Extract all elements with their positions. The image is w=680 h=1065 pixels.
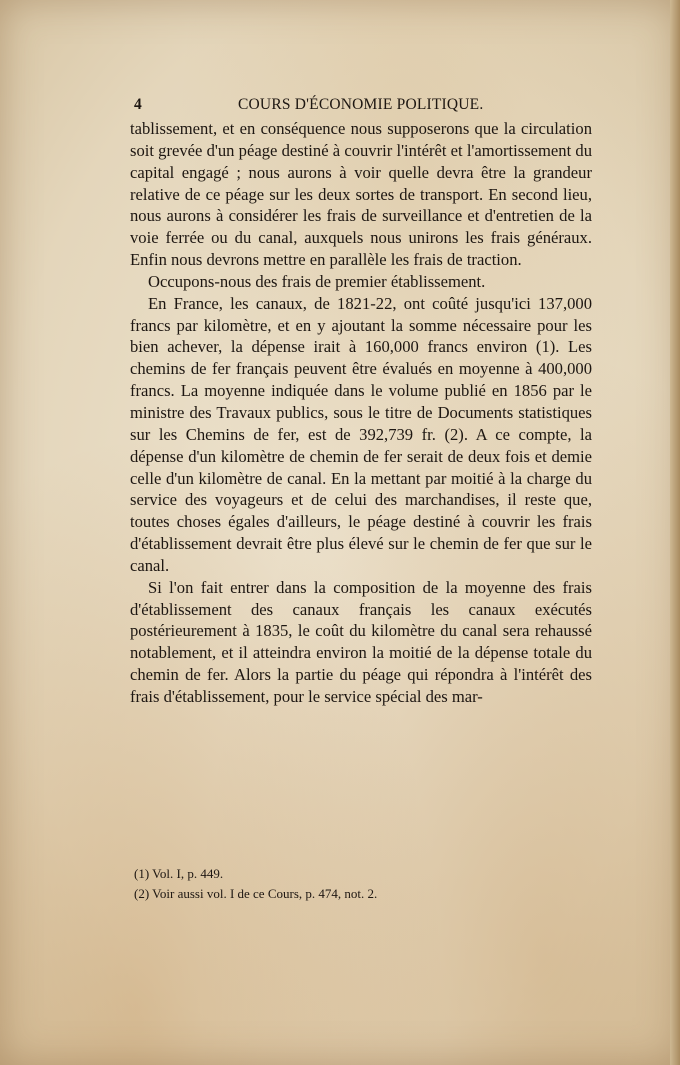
paragraph-4: Si l'on fait entrer dans la composition de la moyenne des frais d'établissement des canaux français les canaux exécutés postérieurement à 1835, le coût du kilomètre du canal sera rehaussé notablement, et il atteindra environ la moitié de la dépense totale du chemin de fer. Alors la partie du péage qui répondra à l'intérêt des frais d'établissement, pour le service spécial des mar- — [130, 577, 592, 706]
page-edge — [670, 0, 680, 1065]
footnote-1: (1) Vol. I, p. 449. — [134, 866, 224, 881]
running-header — [132, 96, 592, 118]
paragraph-1: tablissement, et en conséquence nous supposerons que la circulation soit grevée d'un péage destiné à couvrir l'intérêt et l'amortissement du capital engagé ; nous aurons à voir quelle devra être la grandeur relative de ce péage sur les deux sortes de transport. En second lieu, nous aurons à considérer les frais de surveillance et d'entretien de la voie ferrée ou du canal, auxquels nous unirons les frais généraux. Enfin nous devrons mettre en parallèle les frais de traction. — [130, 119, 592, 270]
footnote-2: (2) Voir aussi vol. I de ce Cours, p. 474, not. 2. — [134, 886, 378, 901]
body-text — [130, 118, 592, 708]
paragraph-3: En France, les canaux, de 1821-22, ont coûté jusqu'ici 137,000 francs par kilomètre, et en y ajoutant la somme nécessaire pour les bien achever, la dépense irait à 160,000 francs environ (1). Les chemins de fer français peuvent être évalués en moyenne à 400,000 francs. La moyenne indiquée dans le volume publié en 1856 par le ministre des Travaux publics, sous le titre de Documents statistiques sur les Chemins de fer, est de 392,739 fr. (2). A ce compte, la dépense d'un kilomètre de chemin de fer serait de deux fois et demie celle d'un kilomètre de canal. En la mettant par moitié à la charge du service des voyageurs et de celui des marchandises, il reste que, toutes choses égales d'ailleurs, le péage destiné à couvrir les frais d'établissement devrait être plus élevé sur le chemin de fer que sur le canal. — [130, 293, 592, 575]
paragraph-2: Occupons-nous des frais de premier établissement. — [148, 271, 486, 291]
footnotes — [134, 864, 594, 904]
page-number: 4 — [134, 96, 142, 113]
running-title: COURS D'ÉCONOMIE POLITIQUE. — [238, 96, 484, 113]
